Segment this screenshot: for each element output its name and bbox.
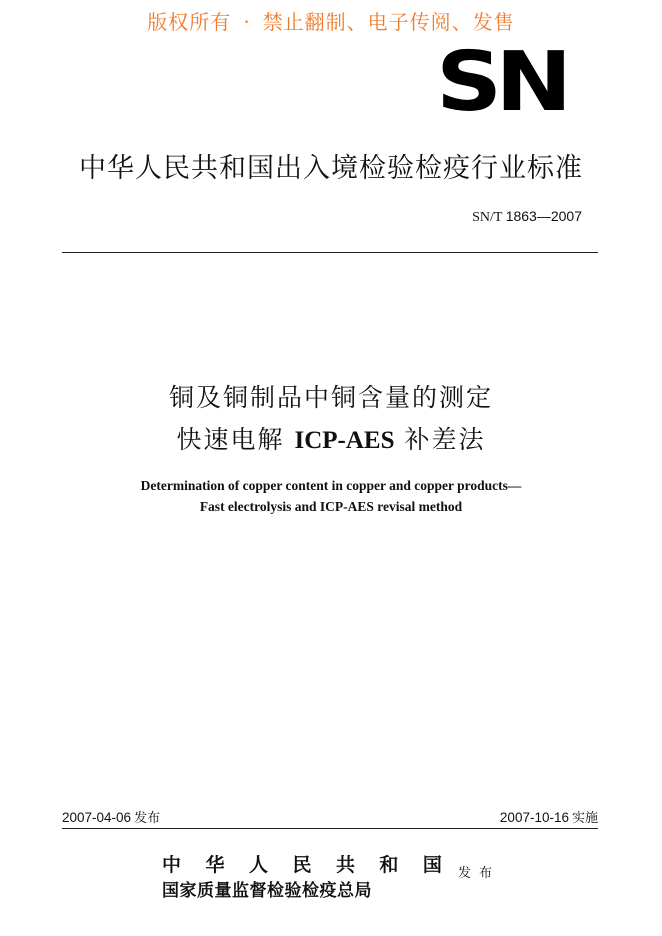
publisher-char: 人 — [248, 854, 268, 876]
top-divider — [62, 252, 598, 253]
watermark-separator: · — [243, 10, 251, 34]
english-title-line-1: Determination of copper content in copper and copper products— — [140, 478, 522, 493]
chinese-title-line-2-pre: 快速电解 — [176, 425, 285, 454]
publisher-block — [162, 850, 452, 901]
bottom-divider — [62, 828, 598, 829]
publisher-char: 中 — [162, 854, 182, 876]
publisher-country — [162, 850, 442, 877]
copyright-watermark — [0, 6, 662, 35]
implementation-date-value: 2007-10-16 — [499, 810, 569, 825]
issue-label: 发布 — [134, 811, 161, 826]
watermark-text-1: 版权所有 — [147, 10, 232, 34]
english-title-line-2: Fast electrolysis and ICP-AES revisal method — [199, 499, 463, 514]
publisher-char: 民 — [292, 854, 312, 876]
publisher-char: 国 — [422, 854, 442, 876]
issue-date — [62, 807, 160, 826]
chinese-title-line-2 — [0, 420, 662, 456]
implementation-label: 实施 — [571, 811, 598, 826]
watermark-text-2: 禁止翻制、电子传阅、发售 — [262, 10, 515, 34]
implementation-date — [500, 807, 598, 826]
publisher-agency: 国家质量监督检验检疫总局 — [162, 881, 372, 901]
organization-title: 中华人民共和国出入境检验检疫行业标准 — [79, 153, 583, 184]
publisher-char: 共 — [335, 854, 355, 876]
standard-number-value: 1863—2007 — [505, 208, 582, 224]
publisher-char: 华 — [205, 854, 225, 876]
publisher-char: 和 — [379, 854, 399, 876]
chinese-title-line-2-latin: ICP-AES — [294, 427, 395, 454]
issue-date-value: 2007-04-06 — [62, 810, 132, 825]
publisher-suffix: 发布 — [458, 866, 501, 881]
standard-prefix: SN/T — [472, 210, 503, 225]
standard-number — [472, 208, 582, 226]
chinese-title-line-2-post: 补差法 — [404, 425, 486, 454]
sn-logo: SN — [436, 35, 566, 130]
chinese-title-line-1: 铜及铜制品中铜含量的测定 — [168, 383, 493, 412]
